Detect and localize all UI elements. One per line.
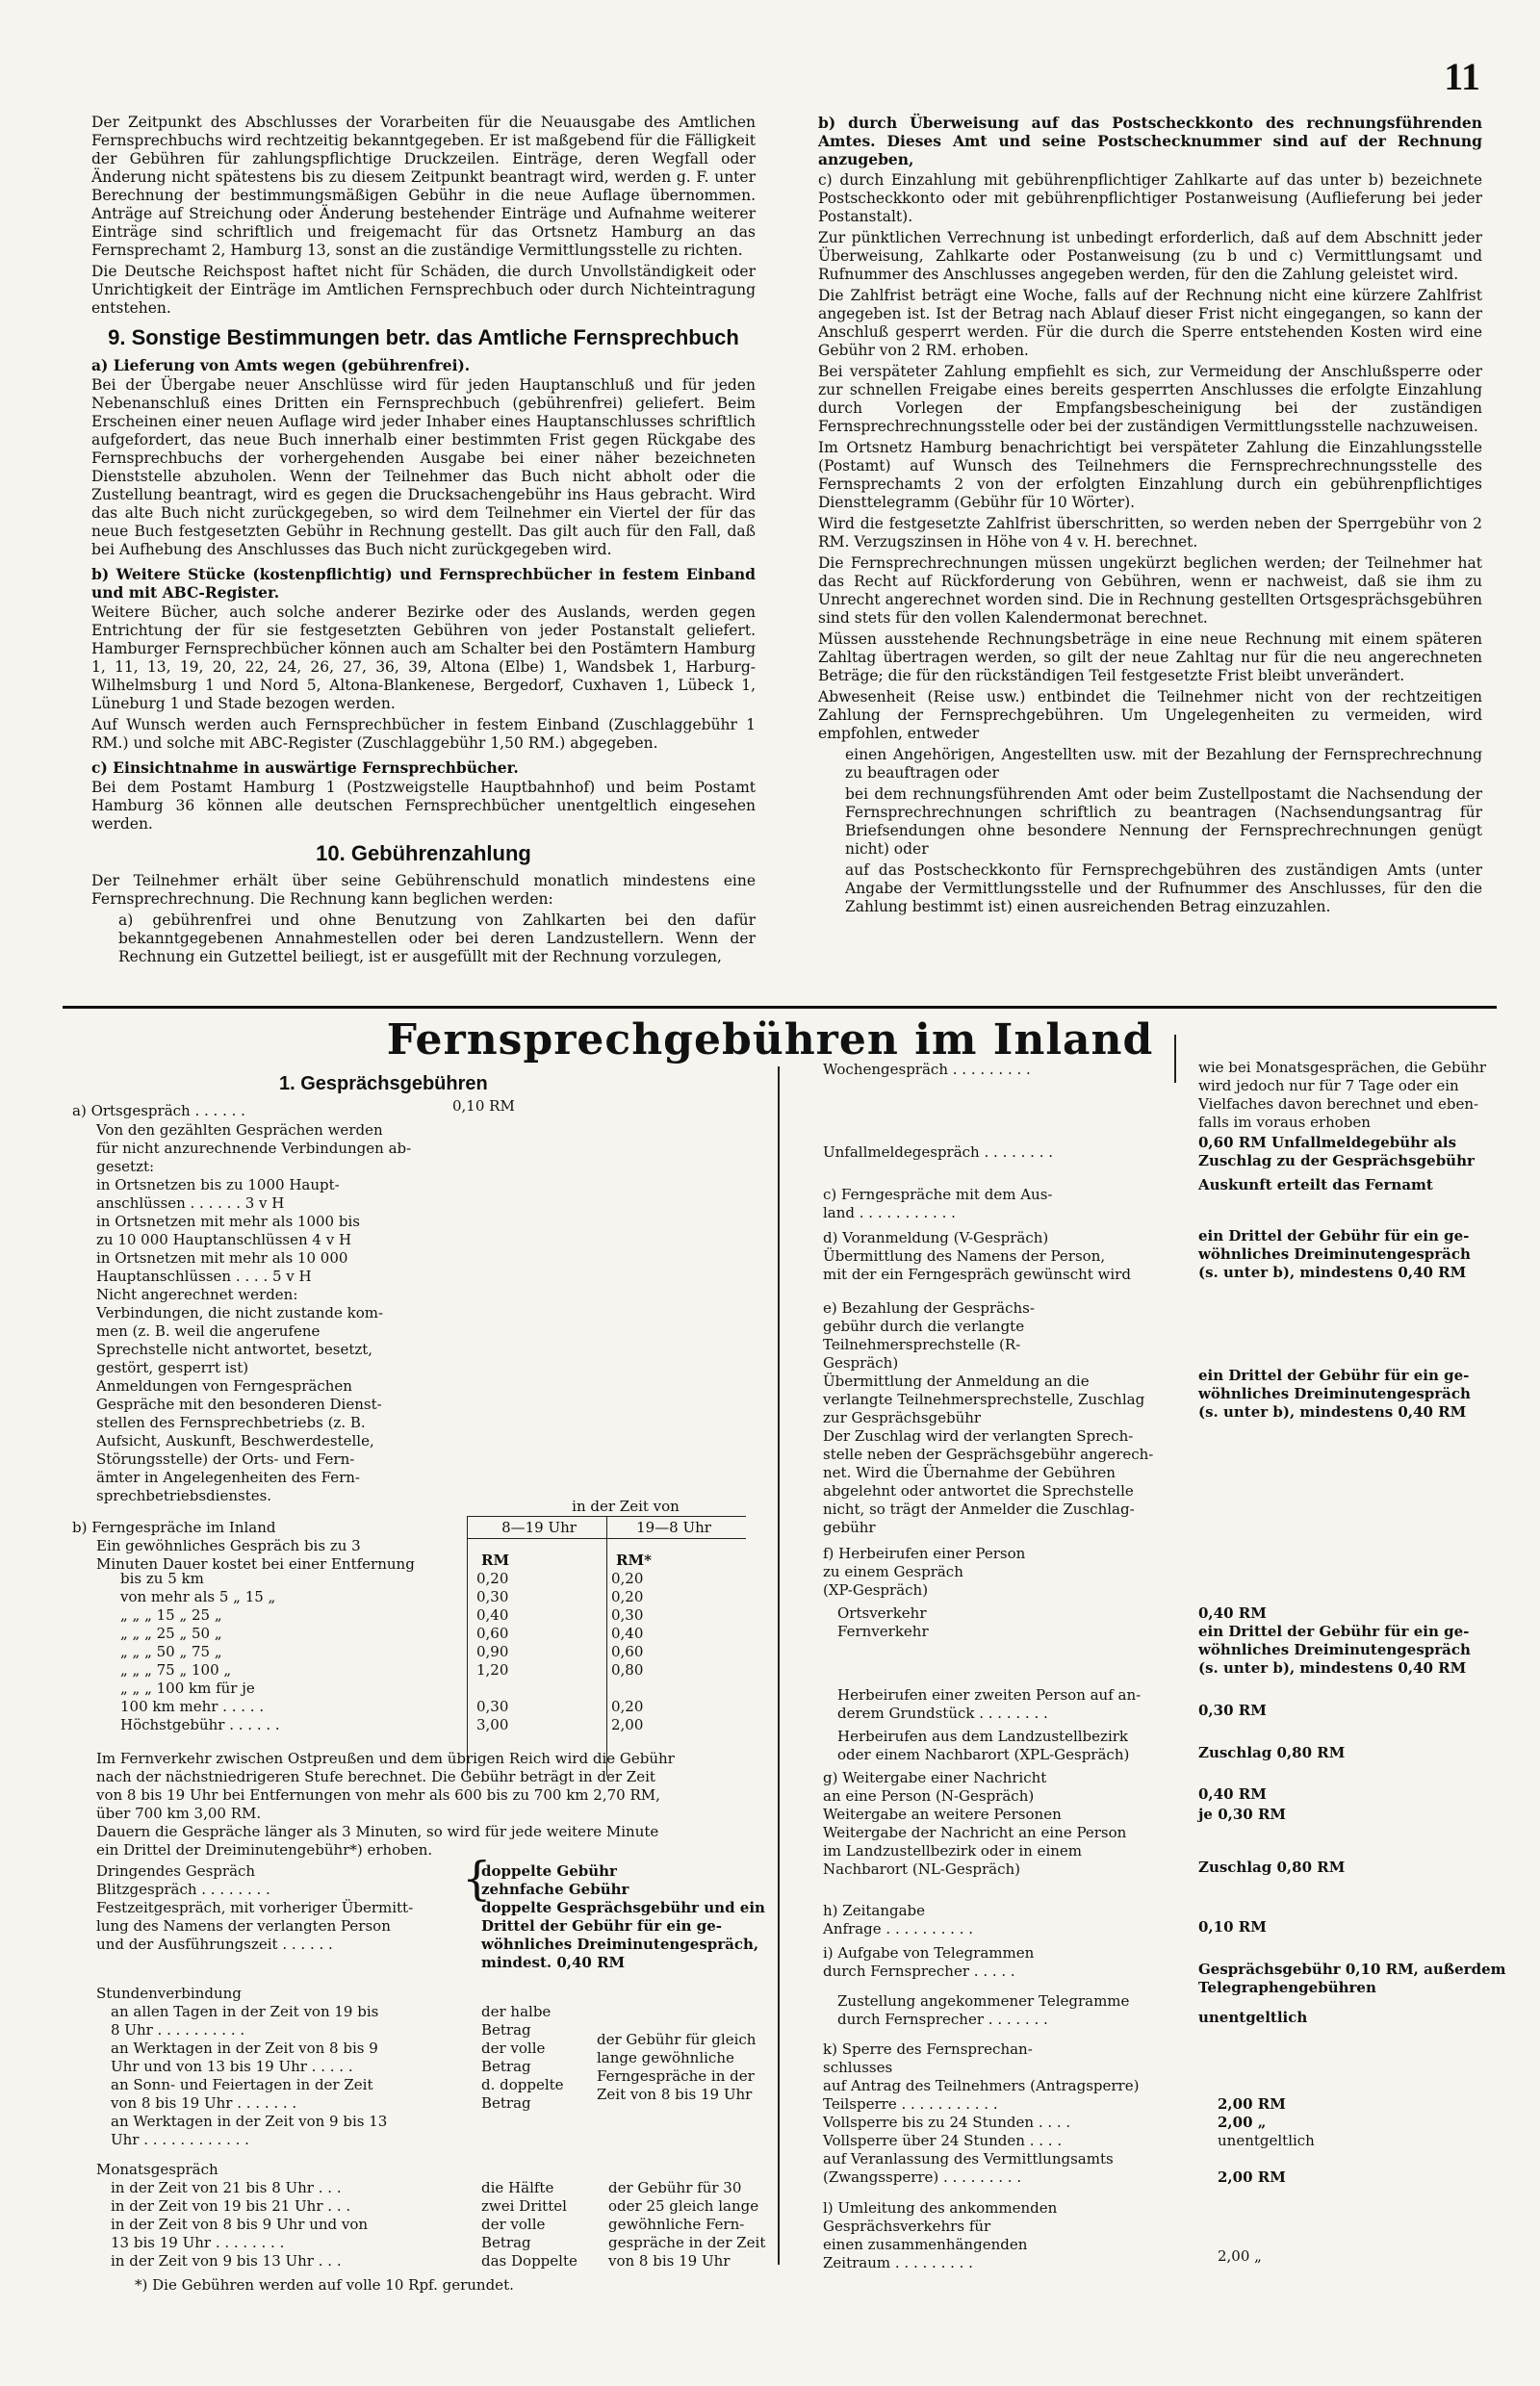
k-label xyxy=(823,2040,1139,2187)
dringend-value: mindest. 0,40 RM xyxy=(481,1954,626,1971)
d-value: wöhnliches Dreiminutengespräch xyxy=(1198,1245,1471,1263)
e-line: e) Bezahlung der Gesprächs- xyxy=(823,1299,1035,1317)
day-rate-cell: 0,30 xyxy=(476,1588,509,1605)
h-label xyxy=(823,1902,973,1938)
e-line: verlangte Teilnehmersprechstelle, Zuschlag xyxy=(823,1391,1145,1408)
stunden-mid: d. doppelte xyxy=(481,2076,564,2093)
i-sub-value: unentgeltlich xyxy=(1198,2009,1308,2026)
distance-cell: „ „ „ 25 „ 50 „ xyxy=(120,1625,222,1642)
stunden-item: an Werktagen in der Zeit von 8 bis 9 xyxy=(111,2040,378,2057)
d-line: d) Voranmeldung (V-Gespräch) xyxy=(823,1229,1049,1246)
c-label xyxy=(823,1186,1052,1222)
g-value-1: 0,40 RM xyxy=(1198,1785,1267,1803)
detail-line: men (z. B. weil die angerufene xyxy=(96,1322,321,1340)
dringend-item: und der Ausführungszeit . . . . . . xyxy=(96,1936,333,1953)
detail-line: Gespräche mit den besonderen Dienst- xyxy=(96,1396,382,1413)
c-line: land . . . . . . . . . . . xyxy=(823,1204,956,1221)
distance-cell: „ „ „ 50 „ 75 „ xyxy=(120,1643,222,1660)
detail-line: Anmeldungen von Ferngesprächen xyxy=(96,1377,352,1395)
stunden-item: an Werktagen in der Zeit von 9 bis 13 xyxy=(111,2113,388,2130)
distance-cell: „ „ „ 15 „ 25 „ xyxy=(120,1606,222,1624)
f-items-values xyxy=(1198,1604,1471,1678)
day-rate-cell: 0,90 xyxy=(476,1643,509,1660)
stunden-item: an Sonn- und Feiertagen in der Zeit xyxy=(111,2076,373,2093)
time-header: in der Zeit von xyxy=(572,1498,680,1515)
e-value: (s. unter b), mindestens 0,40 RM xyxy=(1198,1403,1467,1421)
monat-item: in der Zeit von 9 bis 13 Uhr . . . xyxy=(111,2252,342,2270)
stunden-title: Stundenverbindung xyxy=(96,1985,242,2002)
wochen-line: wie bei Monatsgesprächen, die Gebühr xyxy=(1198,1059,1487,1076)
dringend-items xyxy=(96,1862,413,1954)
f-items-labels xyxy=(837,1604,929,1641)
h-line: h) Zeitangabe xyxy=(823,1902,926,1919)
f-more-2-value: Zuschlag 0,80 RM xyxy=(1198,1744,1346,1761)
d-value: ein Drittel der Gebühr für ein ge- xyxy=(1198,1227,1470,1244)
table-row xyxy=(91,1698,804,1716)
f-more-2-label xyxy=(837,1728,1129,1764)
k-value-2: 2,00 „ xyxy=(1218,2114,1267,2131)
wochen-line: Vielfaches davon berechnet und eben- xyxy=(1198,1095,1479,1113)
wochen-label: Wochengespräch . . . . . . . . . xyxy=(823,1061,1031,1078)
paragraph: Weitere Bücher, auch solche anderer Bezirke oder des Auslands, werden gegen Entrichtung der für sie festgesetzten Gebühren von jeder Postanstalt geliefert. Hamburger Fernsprechbücher können auch am Schalter bei den Postämtern Hamburg 1, 11, 13, 19, 20, 22, 24, 26, 27, 36, 39, Altona (Elbe) 1, Wandsbek 1, Harburg-Wilhelmsburg 1 und Nord 5, Altona-Blankenese, Bergedorf, Cuxhaven 1, Lübeck 1, Lüneburg 1 und Stade bezogen werden. xyxy=(91,603,756,712)
monat-right: von 8 bis 19 Uhr xyxy=(608,2252,731,2270)
list-item: bei dem rechnungsführenden Amt oder beim Zustellpostamt die Nachsendung der Fernsprechrechnungen schriftlich zu beantragen (Nachsendungsantrag für Briefsendungen ohne besondere Nennung der Fernsprechrechnungen genügt nicht) oder xyxy=(845,785,1482,858)
g-line: an eine Person (N-Gespräch) xyxy=(823,1787,1035,1805)
stunden-items xyxy=(111,2003,387,2149)
time-col-night: 19—8 Uhr xyxy=(636,1519,711,1536)
unfall-label: Unfallmeldegespräch . . . . . . . . xyxy=(823,1143,1054,1161)
monat-right: gewöhnliche Fern- xyxy=(608,2216,745,2233)
table-row xyxy=(91,1716,804,1734)
subheading-a: a) Lieferung von Amts wegen (gebührenfrei). xyxy=(91,356,471,374)
e-line: zur Gesprächsgebühr xyxy=(823,1409,982,1426)
l-line: einen zusammenhängenden xyxy=(823,2236,1028,2253)
dringend-value: doppelte Gesprächsgebühr und ein xyxy=(481,1899,765,1916)
stunden-item: von 8 bis 19 Uhr . . . . . . . xyxy=(111,2094,297,2112)
g-label xyxy=(823,1769,1126,1879)
paragraph: Der Teilnehmer erhält über seine Gebührenschuld monatlich mindestens eine Fernsprechrechnung. Die Rechnung kann beglichen werden: xyxy=(91,872,756,908)
list-item: auf das Postscheckkonto für Fernsprechgebühren des zuständigen Amts (unter Angabe der Vermittlungsstelle und der Rufnummer des Anschlusses, für den die Zahlung bestimmt ist) einen ausreichenden Betrag einzuzahlen. xyxy=(845,861,1482,915)
table-row xyxy=(91,1606,804,1625)
detail-line: ämter in Angelegenheiten des Fern- xyxy=(96,1469,360,1486)
stunden-item: Uhr und von 13 bis 19 Uhr . . . . . xyxy=(111,2058,353,2075)
stunden-right: lange gewöhnliche xyxy=(597,2049,734,2066)
c-line: c) Ferngespräche mit dem Aus- xyxy=(823,1186,1053,1203)
f-more-line: derem Grundstück . . . . . . . . xyxy=(837,1705,1048,1722)
dringend-item: Blitzgespräch . . . . . . . . xyxy=(96,1881,270,1898)
paragraph: c) durch Einzahlung mit gebührenpflichtiger Zahlkarte auf das unter b) bezeichnete Postscheckkonto oder mit gebührenpflichtiger Postanweisung (Auflieferung bei jeder Postanstalt). xyxy=(818,171,1482,225)
monat-title: Monatsgespräch xyxy=(96,2161,218,2178)
stunden-mid: der halbe xyxy=(481,2003,552,2020)
detail-line: stellen des Fernsprechbetriebs (z. B. xyxy=(96,1414,366,1431)
f-more-line: oder einem Nachbarort (XPL-Gespräch) xyxy=(837,1746,1130,1763)
table-row xyxy=(91,1588,804,1606)
stunden-mid: Betrag xyxy=(481,2021,531,2039)
distance-cell: 100 km mehr . . . . . xyxy=(120,1698,265,1715)
monat-item: 13 bis 19 Uhr . . . . . . . . xyxy=(111,2234,285,2251)
unit-header-row xyxy=(91,1552,804,1570)
top-right-column xyxy=(818,114,1482,919)
dringend-item: Dringendes Gespräch xyxy=(96,1862,256,1880)
e-line: gebühr xyxy=(823,1519,876,1536)
detail-line: gesetzt: xyxy=(96,1158,155,1175)
paragraph: Im Ortsnetz Hamburg benachrichtigt bei verspäteter Zahlung die Einzahlungsstelle (Postamt) auf Wunsch des Teilnehmers die Fernsprechrechnungsstelle des Fernsprechamts 2 von der erfolgten Einzahlung durch ein gebührenpflichtiges Diensttelegramm (Gebühr für 10 Wörter). xyxy=(818,439,1482,511)
monat-mid: das Doppelte xyxy=(481,2252,578,2270)
l-line: l) Umleitung des ankommenden xyxy=(823,2199,1058,2217)
ortsgespraech-price: 0,10 RM xyxy=(452,1097,515,1115)
g-value-3: Zuschlag 0,80 RM xyxy=(1198,1859,1346,1876)
detail-line: in Ortsnetzen mit mehr als 1000 bis xyxy=(96,1213,360,1230)
table-row xyxy=(91,1680,804,1698)
top-left-column xyxy=(91,114,756,969)
paragraph: Bei der Übergabe neuer Anschlüsse wird für jeden Hauptanschluß und für jeden Nebenanschluß eines Dritten ein Fernsprechbuch (gebührenfrei) geliefert. Beim Erscheinen einer neuen Auflage wird jeder Inhaber eines Hauptanschlusses schriftlich aufgefordert, das neue Buch innerhalb einer bestimmten Frist gegen Rückgabe des Fernsprechbuchs der vorhergehenden Ausgabe bei einer näher bezeichneten Dienststelle abzuholen. Wenn der Teilnehmer das Buch nicht abholt oder die Zustellung beantragt, wird es gegen die Drucksachengebühr ins Haus gebracht. Wird das alte Buch nicht zurückgegeben, so wird dem Teilnehmer ein Viertel der für das neue Buch festgesetzten Gebühr in Rechnung gestellt. Das gilt auch für den Fall, daß bei Aufhebung des Anschlusses das Buch nicht zurückgegeben wird. xyxy=(91,376,756,558)
night-rate-cell: 0,60 xyxy=(611,1643,644,1660)
paragraph: Die Fernsprechrechnungen müssen ungekürzt beglichen werden; der Teilnehmer hat das Recht auf Rückforderung von Gebühren, wenn er nachweist, daß sie ihm zu Unrecht angerechnet worden sind. Die in Rechnung gestellten Ortsgesprächsgebühren sind stets für den vollen Kalendermonat berechnet. xyxy=(818,554,1482,627)
i-sub-line: durch Fernsprecher . . . . . . . xyxy=(837,2011,1048,2028)
detail-line: Von den gezählten Gesprächen werden xyxy=(96,1121,383,1139)
day-rate-cell: 0,60 xyxy=(476,1625,509,1642)
e-line: gebühr durch die verlangte xyxy=(823,1318,1025,1335)
night-rate-cell: 0,20 xyxy=(611,1698,644,1715)
unfall-line: 0,60 RM Unfallmeldegebühr als xyxy=(1198,1134,1457,1151)
dringend-brace: { xyxy=(462,1852,492,1906)
k-line: schlusses xyxy=(823,2059,893,2076)
f-item-value: (s. unter b), mindestens 0,40 RM xyxy=(1198,1659,1467,1677)
ortsgespraech-block xyxy=(72,1102,476,1120)
wochen-text xyxy=(1198,1059,1486,1132)
i-value-line: Gesprächsgebühr 0,10 RM, außerdem xyxy=(1198,1961,1506,1978)
i-value xyxy=(1198,1961,1506,1997)
distance-cell: von mehr als 5 „ 15 „ xyxy=(120,1588,276,1605)
monat-items xyxy=(111,2179,368,2271)
k-line: k) Sperre des Fernsprechan- xyxy=(823,2040,1033,2058)
ortsgespraech-details xyxy=(96,1121,472,1505)
k-line: auf Antrag des Teilnehmers (Antragsperre) xyxy=(823,2077,1140,2094)
f-item-value: wöhnliches Dreiminutengespräch xyxy=(1198,1641,1471,1658)
i-sub-line: Zustellung angekommener Telegramme xyxy=(837,1992,1130,2010)
monat-mid: zwei Drittel xyxy=(481,2197,567,2215)
paragraph: Auf Wunsch werden auch Fernsprechbücher in festem Einband (Zuschlaggebühr 1 RM.) und solche mit ABC-Register (Zuschlaggebühr 1,50 RM.) abgegeben. xyxy=(91,716,756,752)
stunden-mid xyxy=(481,2003,564,2113)
monat-right: oder 25 gleich lange xyxy=(608,2197,759,2215)
i-line: durch Fernsprecher . . . . . xyxy=(823,1963,1015,1980)
d-value: (s. unter b), mindestens 0,40 RM xyxy=(1198,1264,1467,1281)
monat-right xyxy=(608,2179,765,2271)
distance-cell: Höchstgebühr . . . . . . xyxy=(120,1716,280,1733)
e-label xyxy=(823,1299,1153,1537)
detail-line: Aufsicht, Auskunft, Beschwerdestelle, xyxy=(96,1432,374,1450)
paragraph: Bei verspäteter Zahlung empfiehlt es sich, zur Vermeidung der Anschlußsperre oder zur schnellen Freigabe eines bereits gesperrten Anschlusses die erfolgte Einzahlung durch Vorlegen der Empfangsbescheinigung bei der zuständigen Fernsprechrechnungsstelle oder bei der zuständigen Vermittlungsstelle nachzuweisen. xyxy=(818,363,1482,435)
monat-right: der Gebühr für 30 xyxy=(608,2179,742,2196)
k-line: auf Veranlassung des Vermittlungsamts xyxy=(823,2150,1114,2168)
paragraph: Die Zahlfrist beträgt eine Woche, falls auf der Rechnung nicht eine kürzere Zahlfrist angegeben ist. Ist der Betrag nach Ablauf dieser Frist nicht eingegangen, so kann der Anschluß gesperrt werden. Für die durch die Sperre entstehenden Kosten wird eine Gebühr von 2 RM. erhoben. xyxy=(818,287,1482,359)
night-rate-cell: 0,30 xyxy=(611,1606,644,1624)
k-value-1: 2,00 RM xyxy=(1218,2095,1286,2113)
night-rate-cell: 0,20 xyxy=(611,1588,644,1605)
intro-line: Ein gewöhnliches Gespräch bis zu 3 xyxy=(96,1537,361,1554)
subheading-c: c) Einsichtnahme in auswärtige Fernsprechbücher. xyxy=(91,758,519,777)
e-value: ein Drittel der Gebühr für ein ge- xyxy=(1198,1367,1470,1384)
e-line: net. Wird die Übernahme der Gebühren xyxy=(823,1464,1116,1481)
g-value-2: je 0,30 RM xyxy=(1198,1806,1287,1823)
table-row xyxy=(91,1625,804,1643)
detail-line: Störungsstelle) der Orts- und Fern- xyxy=(96,1450,355,1468)
section-heading-9: 9. Sonstige Bestimmungen betr. das Amtliche Fernsprechbuch xyxy=(108,325,739,349)
table-row xyxy=(91,1661,804,1680)
f-item-value: ein Drittel der Gebühr für ein ge- xyxy=(1198,1623,1470,1640)
night-rate-cell: 2,00 xyxy=(611,1716,644,1733)
note-line: Dauern die Gespräche länger als 3 Minuten, so wird für jede weitere Minute xyxy=(96,1823,659,1840)
wochen-line: wird jedoch nur für 7 Tage oder ein xyxy=(1198,1077,1459,1094)
k-value-3: unentgeltlich xyxy=(1218,2132,1315,2149)
dringend-right xyxy=(481,1862,765,1972)
detail-line: Sprechstelle nicht antwortet, besetzt, xyxy=(96,1341,373,1358)
e-line: nicht, so trägt der Anmelder die Zuschlag- xyxy=(823,1501,1135,1518)
i-label xyxy=(823,1944,1034,1981)
note-line: über 700 km 3,00 RM. xyxy=(96,1805,262,1822)
distance-cell: bis zu 5 km xyxy=(120,1570,204,1587)
monat-mid: die Hälfte xyxy=(481,2179,554,2196)
monat-item: in der Zeit von 8 bis 9 Uhr und von xyxy=(111,2216,369,2233)
e-text xyxy=(1198,1367,1471,1422)
i-value-line: Telegraphengebühren xyxy=(1198,1979,1376,1996)
f-line: f) Herbeirufen einer Person xyxy=(823,1545,1026,1562)
g-line: Weitergabe der Nachricht an eine Person xyxy=(823,1824,1127,1841)
k-line: (Zwangssperre) . . . . . . . . . xyxy=(823,2168,1022,2186)
page-number: 11 xyxy=(1444,55,1480,98)
stunden-item: Uhr . . . . . . . . . . . . xyxy=(111,2131,249,2148)
g-line: Nachbarort (NL-Gespräch) xyxy=(823,1860,1021,1878)
monat-right: gespräche in der Zeit xyxy=(608,2234,766,2251)
h-line: Anfrage . . . . . . . . . . xyxy=(823,1920,973,1937)
e-value: wöhnliches Dreiminutengespräch xyxy=(1198,1385,1471,1402)
paragraph: Der Zeitpunkt des Abschlusses der Vorarbeiten für die Neuausgabe des Amtlichen Fernsprechbuchs wird rechtzeitig bekanntgegeben. Er ist maßgebend für die Fälligkeit der Gebühren für zahlungspflichtige Druckzeilen. Einträge, deren Wegfall oder Änderung nicht spätestens bis zu diesem Zeitpunkt beantragt wird, werden g. F. unter Berechnung der bestimmungsmäßigen Gebühr in die neue Auflage übernommen. Anträge auf Streichung oder Änderung bestehender Einträge und Aufnahme weiterer Einträge sind schriftlich und freigemacht für das Ortsnetz Hamburg an das Fernsprechamt 2, Hamburg 13, sonst an die zuständige Vermittlungsstelle zu richten. xyxy=(91,114,756,259)
detail-line: sprechbetriebsdienstes. xyxy=(96,1487,272,1504)
f-more-1-value: 0,30 RM xyxy=(1198,1702,1267,1719)
dringend-value: doppelte Gebühr xyxy=(481,1862,617,1880)
i-line: i) Aufgabe von Telegrammen xyxy=(823,1944,1035,1962)
subheading-b: b) Weitere Stücke (kostenpflichtig) und Fernsprechbücher in festem Einband und mit ABC-Register. xyxy=(91,565,756,602)
horizontal-rule xyxy=(63,1006,1497,1009)
day-rate-cell: 0,30 xyxy=(476,1698,509,1715)
e-line: Der Zuschlag wird der verlangten Sprech- xyxy=(823,1427,1134,1445)
time-col-day: 8—19 Uhr xyxy=(501,1519,577,1536)
table-divider xyxy=(467,1538,746,1539)
paragraph: b) durch Überweisung auf das Postscheckkonto des rechnungsführenden Amtes. Dieses Amt und seine Postschecknummer sind auf der Rechnung anzugeben, xyxy=(818,114,1482,168)
f-more-line: Herbeirufen einer zweiten Person auf an- xyxy=(837,1686,1142,1704)
l-label xyxy=(823,2199,1057,2272)
note-line: von 8 bis 19 Uhr bei Entfernungen von mehr als 600 bis zu 700 km 2,70 RM, xyxy=(96,1786,660,1804)
stunden-item: an allen Tagen in der Zeit von 19 bis xyxy=(111,2003,379,2020)
unfall-text xyxy=(1198,1134,1475,1170)
paragraph: Zur pünktlichen Verrechnung ist unbedingt erforderlich, daß auf dem Abschnitt jeder Überweisung, Zahlkarte oder Postanweisung (zu b und c) Vermittlungsamt und Rufnummer des Anschlusses angegeben werden, für den die Zahlung geleistet wird. xyxy=(818,229,1482,283)
day-rate-cell: 3,00 xyxy=(476,1716,509,1733)
detail-line: in Ortsnetzen mit mehr als 10 000 xyxy=(96,1249,348,1267)
f-more-1-label xyxy=(837,1686,1141,1723)
detail-line: gestört, gesperrt ist) xyxy=(96,1359,249,1376)
table-divider xyxy=(467,1516,746,1517)
wochen-line: falls im voraus erhoben xyxy=(1198,1114,1371,1131)
f-line: (XP-Gespräch) xyxy=(823,1581,929,1599)
e-line: Übermittlung der Anmeldung an die xyxy=(823,1373,1090,1390)
footnote: *) Die Gebühren werden auf volle 10 Rpf. gerundet. xyxy=(135,2276,514,2294)
distance-cell: „ „ „ 75 „ 100 „ xyxy=(120,1661,232,1679)
page-title: Fernsprechgebühren im Inland xyxy=(386,1015,1154,1065)
section-subtitle: 1. Gesprächsgebühren xyxy=(279,1073,488,1094)
g-line: im Landzustellbezirk oder in einem xyxy=(823,1842,1083,1860)
note-line: ein Drittel der Dreiminutengebühr*) erhoben. xyxy=(96,1841,433,1859)
column-divider xyxy=(1174,1035,1176,1083)
section-heading-10: 10. Gebührenzahlung xyxy=(316,841,531,865)
ortsgespraech-label: a) Ortsgespräch . . . . . . xyxy=(72,1102,245,1119)
d-label xyxy=(823,1229,1131,1284)
f-more-line: Herbeirufen aus dem Landzustellbezirk xyxy=(837,1728,1128,1745)
k-value-4: 2,00 RM xyxy=(1218,2168,1286,2186)
monat-item: in der Zeit von 19 bis 21 Uhr . . . xyxy=(111,2197,351,2215)
stunden-item: 8 Uhr . . . . . . . . . . xyxy=(111,2021,245,2039)
note-line: Im Fernverkehr zwischen Ostpreußen und dem übrigen Reich wird die Gebühr xyxy=(96,1750,675,1767)
stunden-mid: der volle xyxy=(481,2040,546,2057)
day-rate-cell: 0,40 xyxy=(476,1606,509,1624)
unit-label: RM* xyxy=(616,1552,652,1569)
l-value: 2,00 „ xyxy=(1218,2247,1262,2265)
dringend-value: wöhnliches Dreiminutengespräch, xyxy=(481,1936,759,1953)
unfall-line: Zuschlag zu der Gesprächsgebühr xyxy=(1198,1152,1475,1169)
e-line: stelle neben der Gesprächsgebühr angerech- xyxy=(823,1446,1154,1463)
monat-mid: der volle xyxy=(481,2216,546,2233)
f-item-label: Ortsverkehr xyxy=(837,1604,927,1622)
l-line: Zeitraum . . . . . . . . . xyxy=(823,2254,973,2271)
detail-line: Hauptanschlüssen . . . . 5 v H xyxy=(96,1268,312,1285)
k-line: Teilsperre . . . . . . . . . . . xyxy=(823,2095,998,2113)
detail-line: für nicht anzurechnende Verbindungen ab- xyxy=(96,1140,412,1157)
paragraph: Abwesenheit (Reise usw.) entbindet die Teilnehmer nicht von der rechtzeitigen Zahlung der Fernsprechgebühren. Um Ungelegenheiten zu vermeiden, wird empfohlen, entweder xyxy=(818,688,1482,742)
table-row xyxy=(91,1570,804,1588)
dringend-value: Drittel der Gebühr für ein ge- xyxy=(481,1917,722,1935)
stunden-mid: Betrag xyxy=(481,2094,531,2112)
fern-table xyxy=(91,1552,804,1734)
stunden-right: Zeit von 8 bis 19 Uhr xyxy=(597,2086,753,2103)
day-rate-cell: 1,20 xyxy=(476,1661,509,1679)
d-text xyxy=(1198,1227,1471,1282)
stunden-right: Ferngespräche in der xyxy=(597,2067,755,2085)
paragraph: Bei dem Postamt Hamburg 1 (Postzweigstelle Hauptbahnhof) und beim Postamt Hamburg 36 können alle deutschen Fernsprechbücher unentgeltlich eingesehen werden. xyxy=(91,779,756,833)
ferngespraeche-label: b) Ferngespräche im Inland xyxy=(72,1519,276,1536)
k-line: Vollsperre über 24 Stunden . . . . xyxy=(823,2132,1063,2149)
e-line: Teilnehmersprechstelle (R- xyxy=(823,1336,1021,1353)
detail-line: zu 10 000 Hauptanschlüssen 4 v H xyxy=(96,1231,352,1248)
d-line: mit der ein Ferngespräch gewünscht wird xyxy=(823,1266,1131,1283)
dringend-item: lung des Namens der verlangten Person xyxy=(96,1917,391,1935)
detail-line: in Ortsnetzen bis zu 1000 Haupt- xyxy=(96,1176,340,1193)
f-label xyxy=(823,1545,1025,1600)
note-line: nach der nächstniedrigeren Stufe berechnet. Die Gebühr beträgt in der Zeit xyxy=(96,1768,655,1785)
night-rate-cell: 0,40 xyxy=(611,1625,644,1642)
h-value: 0,10 RM xyxy=(1198,1918,1267,1936)
e-line: abgelehnt oder antwortet die Sprechstelle xyxy=(823,1482,1134,1500)
intro-line: Minuten Dauer kostet bei einer Entfernung xyxy=(96,1555,415,1573)
detail-line: anschlüssen . . . . . . 3 v H xyxy=(96,1194,285,1212)
monat-mid xyxy=(481,2179,578,2271)
monat-mid: Betrag xyxy=(481,2234,531,2251)
stunden-right xyxy=(597,2031,756,2104)
e-line: Gespräch) xyxy=(823,1354,899,1372)
distance-cell: „ „ „ 100 km für je xyxy=(120,1680,255,1697)
detail-line: Verbindungen, die nicht zustande kom- xyxy=(96,1304,384,1321)
unit-label: RM xyxy=(481,1552,510,1569)
c-text: Auskunft erteilt das Fernamt xyxy=(1198,1176,1433,1193)
f-item-label: Fernverkehr xyxy=(837,1623,929,1640)
list-item: einen Angehörigen, Angestellten usw. mit der Bezahlung der Fernsprechrechnung zu beauftragen oder xyxy=(845,746,1482,782)
g-line: g) Weitergabe einer Nachricht xyxy=(823,1769,1047,1786)
paragraph: Wird die festgesetzte Zahlfrist überschritten, so werden neben der Sperrgebühr von 2 RM. Verzugszinsen in Höhe von 4 v. H. berechnet. xyxy=(818,515,1482,551)
night-rate-cell: 0,80 xyxy=(611,1661,644,1679)
dringend-item: Festzeitgespräch, mit vorheriger Übermitt- xyxy=(96,1899,414,1916)
l-line: Gesprächsverkehrs für xyxy=(823,2218,991,2235)
detail-line: Nicht angerechnet werden: xyxy=(96,1286,298,1303)
i-sub-label xyxy=(837,1992,1129,2029)
table-row xyxy=(91,1643,804,1661)
paragraph: a) gebührenfrei und ohne Benutzung von Zahlkarten bei den dafür bekanntgegebenen Annahmestellen oder bei deren Landzustellern. Wenn der Rechnung ein Gutzettel beiliegt, ist er ausgefüllt mit der Rechnung vorzulegen, xyxy=(118,911,756,965)
night-rate-cell: 0,20 xyxy=(611,1570,644,1587)
fern-note xyxy=(96,1750,675,1860)
f-line: zu einem Gespräch xyxy=(823,1563,963,1580)
k-line: Vollsperre bis zu 24 Stunden . . . . xyxy=(823,2114,1071,2131)
monat-item: in der Zeit von 21 bis 8 Uhr . . . xyxy=(111,2179,342,2196)
g-line: Weitergabe an weitere Personen xyxy=(823,1806,1062,1823)
paragraph: Die Deutsche Reichspost haftet nicht für Schäden, die durch Unvollständigkeit oder Unrichtigkeit der Einträge im Amtlichen Fernsprechbuch oder durch Nichteintragung entstehen. xyxy=(91,263,756,317)
paragraph: Müssen ausstehende Rechnungsbeträge in eine neue Rechnung mit einem späteren Zahltag übertragen werden, so gilt der neue Zahltag nur für die neu angerechneten Beträge; die für den rückständigen Teil festgesetzte Frist bleibt unverändert. xyxy=(818,630,1482,684)
stunden-right: der Gebühr für gleich xyxy=(597,2031,757,2048)
stunden-mid: Betrag xyxy=(481,2058,531,2075)
f-item-value: 0,40 RM xyxy=(1198,1604,1267,1622)
d-line: Übermittlung des Namens der Person, xyxy=(823,1247,1106,1265)
day-rate-cell: 0,20 xyxy=(476,1570,509,1587)
dringend-value: zehnfache Gebühr xyxy=(481,1881,629,1898)
